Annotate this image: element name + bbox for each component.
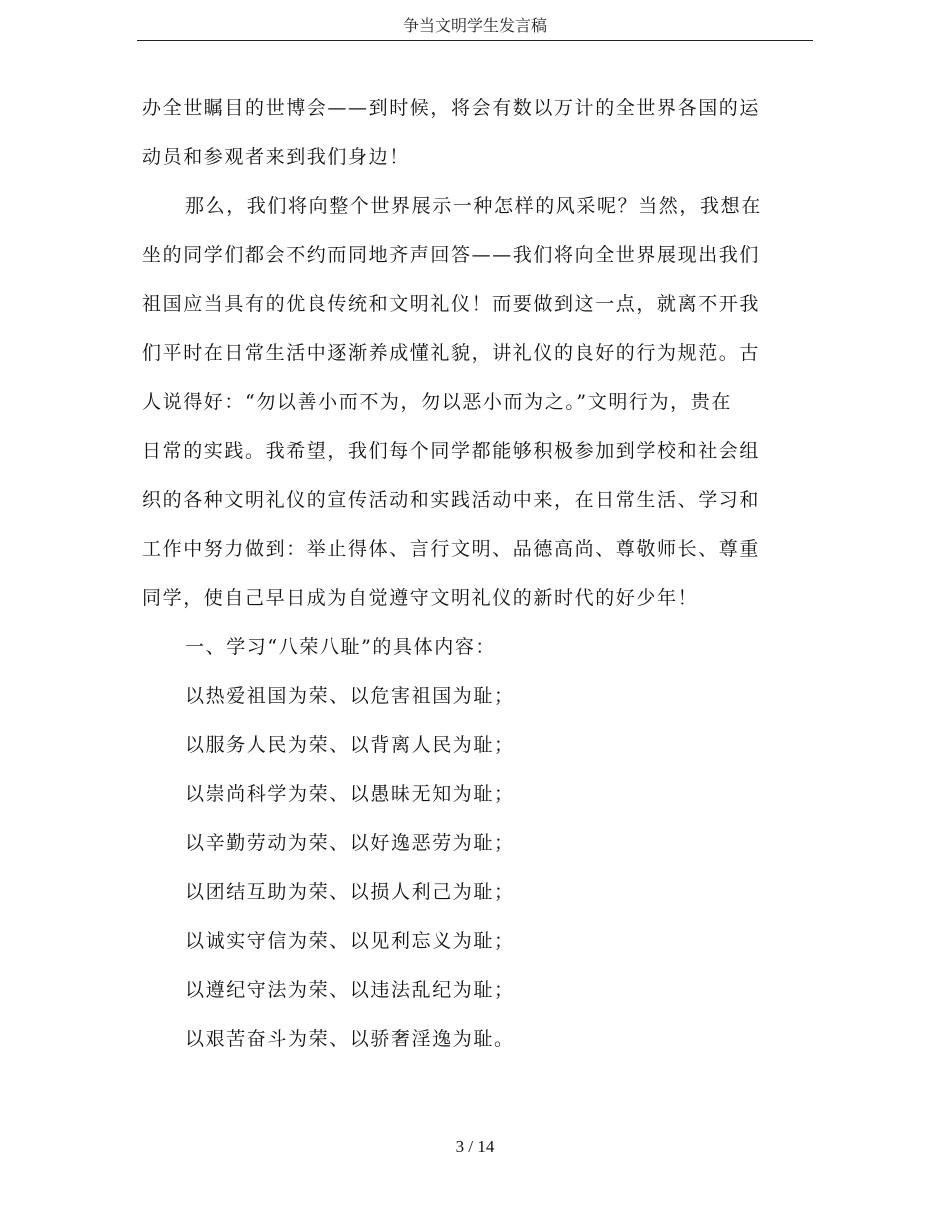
list-item: 以团结互助为荣、以损人利己为耻； xyxy=(185,881,515,903)
body-line: 祖国应当具有的优良传统和文明礼仪！而要做到这一点，就离不开我 xyxy=(142,293,761,315)
list-item: 以崇尚科学为荣、以愚昧无知为耻； xyxy=(185,783,515,805)
body-line: 织的各种文明礼仪的宣传活动和实践活动中来，在日常生活、学习和 xyxy=(142,489,761,511)
document-body xyxy=(142,84,804,1064)
page-number: 3 / 14 xyxy=(455,1137,495,1156)
body-line: 同学，使自己早日成为自觉遵守文明礼仪的新时代的好少年！ xyxy=(142,587,699,609)
list-item: 以服务人民为荣、以背离人民为耻； xyxy=(185,734,515,756)
section-heading: 一、学习“八荣八耻”的具体内容： xyxy=(185,636,497,658)
body-line: 办全世瞩目的世博会——到时候，将会有数以万计的全世界各国的运 xyxy=(142,97,761,119)
list-item: 以艰苦奋斗为荣、以骄奢淫逸为耻。 xyxy=(185,1028,515,1050)
page-header xyxy=(137,14,813,41)
list-item: 以热爱祖国为荣、以危害祖国为耻； xyxy=(185,685,515,707)
body-line: 坐的同学们都会不约而同地齐声回答——我们将向全世界展现出我们 xyxy=(142,244,761,266)
list-item: 以诚实守信为荣、以见利忘义为耻； xyxy=(185,930,515,952)
list-item: 以遵纪守法为荣、以违法乱纪为耻； xyxy=(185,979,515,1001)
paragraph-start-line: 那么，我们将向整个世界展示一种怎样的风采呢？当然，我想在 xyxy=(185,195,762,217)
body-line: 人说得好：“勿以善小而不为，勿以恶小而为之。”文明行为，贵在 xyxy=(142,391,732,413)
body-line: 们平时在日常生活中逐渐养成懂礼貌，讲礼仪的良好的行为规范。古 xyxy=(142,342,761,364)
body-line: 日常的实践。我希望，我们每个同学都能够积极参加到学校和社会组 xyxy=(142,440,761,462)
list-item: 以辛勤劳动为荣、以好逸恶劳为耻； xyxy=(185,832,515,854)
document-title: 争当文明学生发言稿 xyxy=(402,16,547,35)
body-line: 动员和参观者来到我们身边！ xyxy=(142,146,410,168)
body-line: 工作中努力做到：举止得体、言行文明、品德高尚、尊敬师长、尊重 xyxy=(142,538,761,560)
